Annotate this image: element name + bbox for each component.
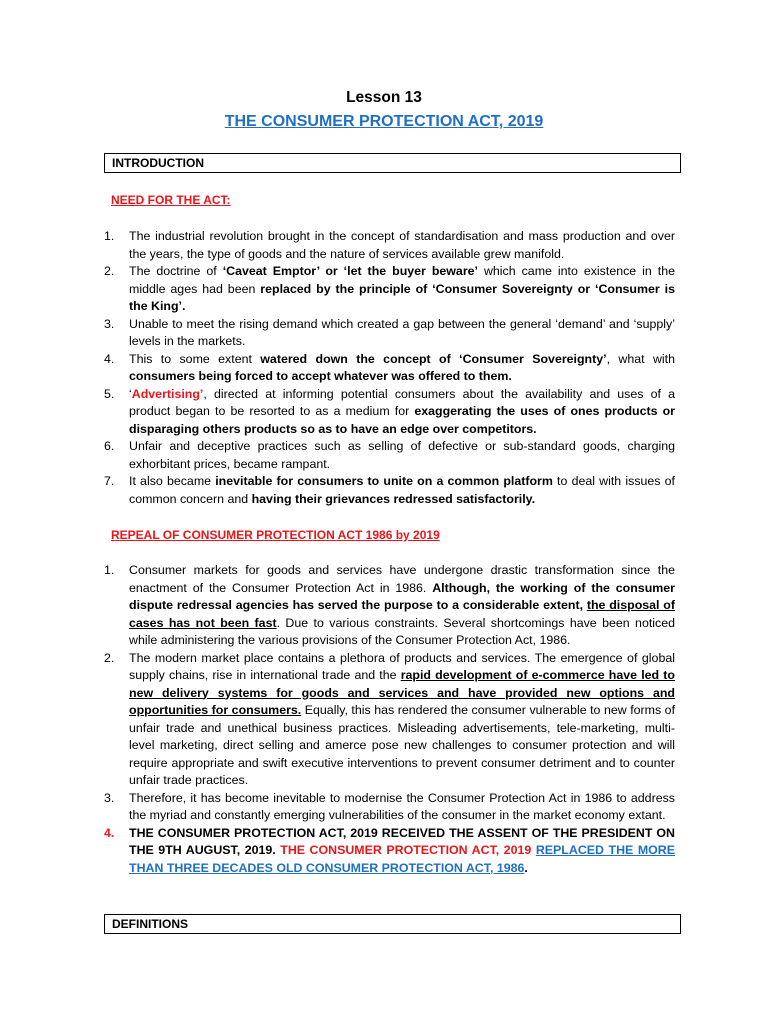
section-box-definitions: DEFINITIONS xyxy=(104,914,681,934)
item-text: Equally, this has rendered the consumer vulnerable to new forms of unfair trade and unethical business practices. Misleading advertisements, tele-marketing, multi-level marketing, direct selling and amerce pose new challenges to consumer protection and will require appropriate and swift executive interventions to prevent consumer detriment and to counter unfair trade practices. xyxy=(129,703,676,787)
need-for-act-heading: NEED FOR THE ACT: xyxy=(111,193,231,207)
item-text: . xyxy=(508,369,512,383)
item-text: Unable to meet the rising demand which created a gap between the general ‘demand’ and ‘supply’ levels in the markets. xyxy=(129,316,675,348)
item-text: Therefore, it has become inevitable to modernise the Consumer Protection Act in 1986 to address the myriad and constantly emerging vulnerabilities of the consumer in the market economy extant. xyxy=(129,790,675,822)
item-number: 1. xyxy=(104,563,115,577)
item-bold-text: ‘Caveat Emptor’ or ‘let the buyer beware’ xyxy=(222,264,478,278)
item-number: 7. xyxy=(104,474,115,488)
item-text: . xyxy=(524,860,528,875)
item-text: to deal with issues of common concern and xyxy=(129,474,675,506)
item-text: Consumer markets for goods and services have undergone drastic transformation since the enactment of the Consumer Protection Act in 1986. xyxy=(129,563,675,595)
item-bold-underlined-text: the disposal of cases has not been fast xyxy=(129,598,675,630)
item-number: 2. xyxy=(104,264,115,278)
item-bold-text: watered down the concept of ‘Consumer Sovereignty’ xyxy=(260,351,607,366)
item-text: The industrial revolution brought in the concept of standardisation and mass production and over the years, the type of goods and the nature of services available grew manifold. xyxy=(129,229,675,261)
list-item xyxy=(104,562,675,650)
item-text: . xyxy=(531,491,536,506)
item-bold-underlined-text: rapid development of e-commerce have led to new delivery systems for goods and services and have provided new options and opportunities for consumers. xyxy=(129,668,675,717)
item-bold-text: replaced by the principle of ‘Consumer Sovereignty or ‘Consumer is the King’ xyxy=(129,281,675,313)
need-list xyxy=(104,228,675,508)
list-item xyxy=(104,386,675,439)
item-bold-text: Although, the working of the consumer dispute redressal agencies has served the purpose to a considerable extent, xyxy=(129,580,675,612)
list-item xyxy=(104,228,675,263)
list-item xyxy=(104,316,675,351)
item-number: 5. xyxy=(104,386,115,401)
list-item xyxy=(104,650,675,790)
item-text: Unfair and deceptive practices such as selling of defective or sub-standard goods, charging exhorbitant prices, became rampant. xyxy=(129,439,675,471)
item-text: It also became xyxy=(129,474,216,488)
item-bold-text: exaggerating the uses of ones products or disparaging others products so as to have an edge over competitors xyxy=(129,404,675,436)
item-text: , what with xyxy=(606,351,675,366)
list-item xyxy=(104,351,675,386)
repeal-list xyxy=(104,562,675,877)
item-text: which came into existence in the middle ages had been xyxy=(129,264,676,296)
item-number: 6. xyxy=(104,439,115,453)
list-item xyxy=(104,790,675,825)
item-red-text: THE CONSUMER PROTECTION ACT, 2019 xyxy=(280,843,532,857)
item-text: . xyxy=(533,421,537,436)
list-item xyxy=(104,473,675,508)
item-text: The doctrine of xyxy=(129,264,223,278)
item-number: 4. xyxy=(104,825,115,840)
item-number: 4. xyxy=(104,351,115,366)
repeal-heading: REPEAL OF CONSUMER PROTECTION ACT 1986 by 2019 xyxy=(111,528,440,542)
item-text: , directed at informing potential consumers about the availability and uses of a product began to be resorted to as a medium for xyxy=(129,386,675,418)
list-item xyxy=(104,263,675,316)
item-bold-text: having their grievances redressed satisfactorily xyxy=(251,491,532,506)
item-bold-text: inevitable for consumers to unite on a common platform xyxy=(215,474,553,488)
item-number: 3. xyxy=(104,316,115,331)
item-text: . xyxy=(182,299,186,313)
item-number: 1. xyxy=(104,229,115,243)
item-red-text: Advertising’ xyxy=(131,386,204,401)
item-text: The modern market place contains a plethora of products and services. The emergence of global supply chains, rise in international trade and the xyxy=(129,650,675,682)
item-text: ‘ xyxy=(129,386,132,401)
item-blue-link-text: REPLACED THE MORE THAN THREE DECADES OLD CONSUMER PROTECTION ACT, 1986 xyxy=(129,843,675,875)
item-number: 2. xyxy=(104,650,115,665)
section-box-introduction: INTRODUCTION xyxy=(104,153,681,173)
item-number: 3. xyxy=(104,790,115,805)
list-item xyxy=(104,825,675,878)
item-text: This to some extent xyxy=(129,351,261,366)
item-bold-text: THE CONSUMER PROTECTION ACT, 2019 RECEIVED THE ASSENT OF THE PRESIDENT ON THE 9TH AUGUST, 2019. xyxy=(129,825,675,857)
list-item xyxy=(104,438,675,473)
item-text: . Due to various constraints. Several shortcomings have been noticed while administering the various provisions of the Consumer Protection Act, 1986. xyxy=(129,615,676,647)
lesson-number: Lesson 13 xyxy=(346,89,422,106)
item-bold-text: consumers being forced to accept whatever was offered to them xyxy=(129,369,509,383)
document-title: THE CONSUMER PROTECTION ACT, 2019 xyxy=(224,113,544,130)
